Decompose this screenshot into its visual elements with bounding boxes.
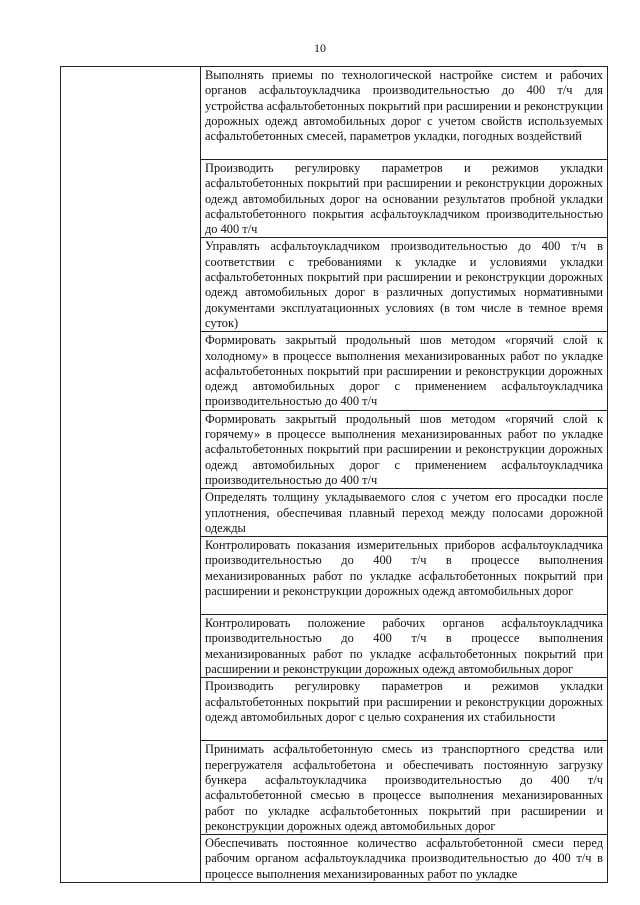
- table-cell: [201, 835, 608, 883]
- row-text: Выполнять приемы по технологической настройке систем и рабочих органов асфальтоукладчика производительностью до 400 т/ч для устройства асфальтобетонных покрытий при расширении и реконструкции дорожных одежд автомобильных дорог с учетом свойств используемых асфальтобетонных смесей, параметров укладки, погодных воздействий: [205, 68, 603, 144]
- row-text: Формировать закрытый продольный шов методом «горячий слой к горячему» в процессе выполнения механизированных работ по укладке асфальтобетонных покрытий при расширении и реконструкции дорожных одежд автомобильных дорог с применением асфальтоукладчика производительностью до 400 т/ч: [205, 411, 603, 487]
- left-column-cell: [61, 67, 201, 883]
- table-cell: [201, 615, 608, 678]
- row-text: Контролировать показания измерительных приборов асфальтоукладчика производительностью до 400 т/ч в процессе выполнения механизированных работ по укладке асфальтобетонных покрытий при расширении и реконструкции дорожных одежд автомобильных дорог: [205, 538, 603, 599]
- table-cell: [201, 67, 608, 160]
- table-cell: [201, 410, 608, 488]
- row-text: Принимать асфальтобетонную смесь из транспортного средства или перегружателя асфальтобетона и обеспечивать постоянную загрузку бункера асфальтоукладчика производительностью до 400 т/ч асфальтобетонной смесью в процессе выполнения механизированных работ по укладке асфальтобетонных покрытий при расширении и реконструкции дорожных одежд автомобильных дорог: [205, 742, 603, 833]
- table-row: [61, 67, 608, 160]
- row-text: Управлять асфальтоукладчиком производительностью до 400 т/ч в соответствии с требованиями к укладке и условиями укладки асфальтобетонных покрытий при расширении и реконструкции дорожных одежд автомобильных дорог в различных допустимых нормативными документами эксплуатационных условиях (в том числе в темное время суток): [205, 239, 603, 330]
- row-text: Обеспечивать постоянное количество асфальтобетонной смеси перед рабочим органом асфальтоукладчика производительностью до 400 т/ч в процессе выполнения механизированных работ по укладке: [205, 836, 603, 881]
- table-cell: [201, 489, 608, 537]
- table-cell: [201, 678, 608, 741]
- page-number: 10: [314, 41, 326, 55]
- row-text: Производить регулировку параметров и режимов укладки асфальтобетонных покрытий при расширении и реконструкции дорожных одежд автомобильных дорог с целью сохранения их стабильности: [205, 679, 603, 724]
- table-cell: [201, 741, 608, 835]
- table-cell: [201, 160, 608, 238]
- row-text: Контролировать положение рабочих органов асфальтоукладчика производительностью до 400 т/ч в процессе выполнения механизированных работ по укладке асфальтобетонных покрытий при расширении и реконструкции дорожных одежд автомобильных дорог: [205, 616, 603, 677]
- skills-table: [60, 66, 608, 883]
- table-cell: [201, 537, 608, 615]
- table-cell: [201, 332, 608, 410]
- table-cell: [201, 238, 608, 332]
- row-text: Определять толщину укладываемого слоя с учетом его просадки после уплотнения, обеспечивая плавный переход между полосами дорожной одежды: [205, 490, 603, 535]
- row-text: Формировать закрытый продольный шов методом «горячий слой к холодному» в процессе выполнения механизированных работ по укладке асфальтобетонных покрытий при расширении и реконструкции дорожных одежд автомобильных дорог с применением асфальтоукладчика производительностью до 400 т/ч: [205, 333, 603, 409]
- row-text: Производить регулировку параметров и режимов укладки асфальтобетонных покрытий при расширении и реконструкции дорожных одежд автомобильных дорог на основании результатов пробной укладки асфальтобетонного покрытия асфальтоукладчиком производительностью до 400 т/ч: [205, 161, 603, 237]
